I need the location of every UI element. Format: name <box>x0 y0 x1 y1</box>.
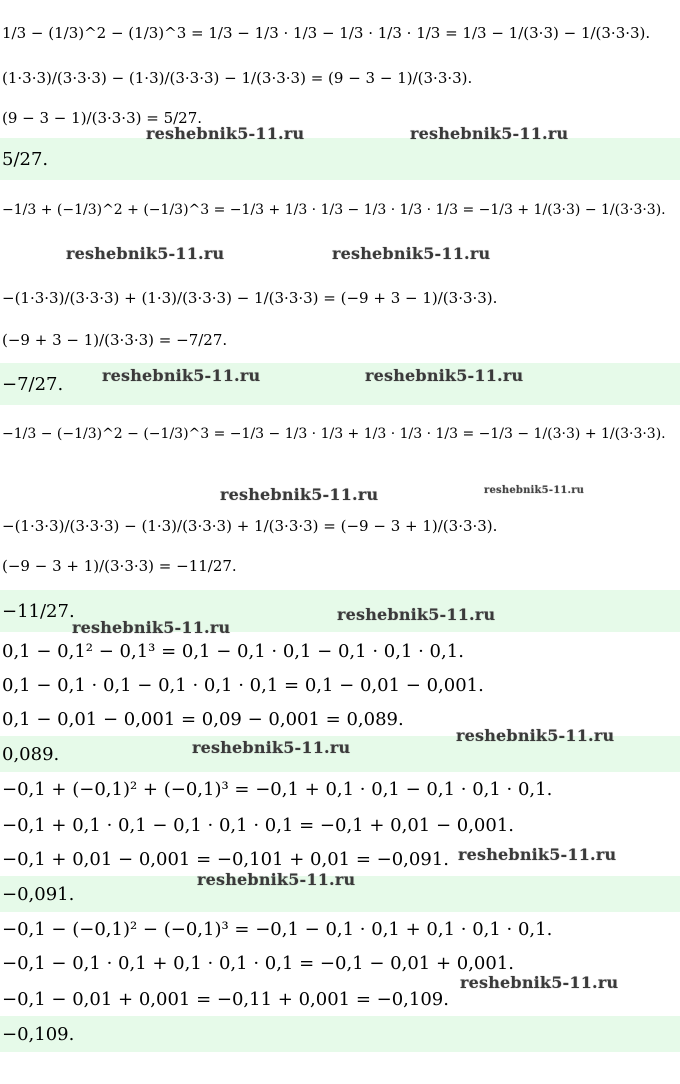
answer-a: 5/27. <box>2 148 49 170</box>
solution-line-e2: −0,1 + 0,1 · 0,1 − 0,1 · 0,1 · 0,1 = −0,1 + 0,01 − 0,001. <box>2 814 514 836</box>
watermark: reshebnik5-11.ru <box>460 973 619 992</box>
solution-line-f3: −0,1 − 0,01 + 0,001 = −0,11 + 0,001 = −0,109. <box>2 988 449 1010</box>
watermark: reshebnik5-11.ru <box>72 618 231 637</box>
solution-line-d2: 0,1 − 0,1 · 0,1 − 0,1 · 0,1 · 0,1 = 0,1 − 0,01 − 0,001. <box>2 674 484 696</box>
solution-line-c1: −1/3 − (−1/3)^2 − (−1/3)^3 = −1/3 − 1/3 · 1/3 + 1/3 · 1/3 · 1/3 = −1/3 − 1/(3·3) + 1/(3·3·3). <box>2 426 666 442</box>
answer-d: 0,089. <box>2 743 60 765</box>
watermark: reshebnik5-11.ru <box>456 726 615 745</box>
answer-f: −0,109. <box>2 1023 75 1045</box>
solution-line-c2: −(1·3·3)/(3·3·3) − (1·3)/(3·3·3) + 1/(3·3·3) = (−9 − 3 + 1)/(3·3·3). <box>2 517 498 535</box>
solution-line-e3: −0,1 + 0,01 − 0,001 = −0,101 + 0,01 = −0,091. <box>2 848 449 870</box>
watermark: reshebnik5-11.ru <box>220 485 379 504</box>
answer-e: −0,091. <box>2 883 75 905</box>
watermark: reshebnik5-11.ru <box>102 366 261 385</box>
solution-line-b1: −1/3 + (−1/3)^2 + (−1/3)^3 = −1/3 + 1/3 · 1/3 − 1/3 · 1/3 · 1/3 = −1/3 + 1/(3·3) − 1/(3·3·3). <box>2 202 666 218</box>
solution-line-d3: 0,1 − 0,01 − 0,001 = 0,09 − 0,001 = 0,089. <box>2 708 404 730</box>
solution-line-b3: (−9 + 3 − 1)/(3·3·3) = −7/27. <box>2 331 228 349</box>
answer-b: −7/27. <box>2 373 64 395</box>
watermark: reshebnik5-11.ru <box>337 605 496 624</box>
watermark: reshebnik5-11.ru <box>146 124 305 143</box>
watermark: reshebnik5-11.ru <box>192 738 351 757</box>
watermark: reshebnik5-11.ru <box>365 366 524 385</box>
watermark: reshebnik5-11.ru <box>197 870 356 889</box>
solution-line-c3: (−9 − 3 + 1)/(3·3·3) = −11/27. <box>2 557 237 575</box>
solution-line-f2: −0,1 − 0,1 · 0,1 + 0,1 · 0,1 · 0,1 = −0,1 − 0,01 + 0,001. <box>2 952 514 974</box>
answer-c: −11/27. <box>2 600 75 622</box>
solution-line-a1: 1/3 − (1/3)^2 − (1/3)^3 = 1/3 − 1/3 · 1/3 − 1/3 · 1/3 · 1/3 = 1/3 − 1/(3·3) − 1/(3·3·3). <box>2 24 651 42</box>
solution-line-f1: −0,1 − (−0,1)² − (−0,1)³ = −0,1 − 0,1 · 0,1 + 0,1 · 0,1 · 0,1. <box>2 918 553 940</box>
watermark: reshebnik5-11.ru <box>66 244 225 263</box>
solution-line-e1: −0,1 + (−0,1)² + (−0,1)³ = −0,1 + 0,1 · 0,1 − 0,1 · 0,1 · 0,1. <box>2 778 553 800</box>
watermark: reshebnik5-11.ru <box>484 485 585 496</box>
solution-line-d1: 0,1 − 0,1² − 0,1³ = 0,1 − 0,1 · 0,1 − 0,1 · 0,1 · 0,1. <box>2 640 464 662</box>
watermark: reshebnik5-11.ru <box>458 845 617 864</box>
solution-line-a2: (1·3·3)/(3·3·3) − (1·3)/(3·3·3) − 1/(3·3·3) = (9 − 3 − 1)/(3·3·3). <box>2 69 473 87</box>
watermark: reshebnik5-11.ru <box>410 124 569 143</box>
solution-line-a3: (9 − 3 − 1)/(3·3·3) = 5/27. <box>2 109 203 127</box>
watermark: reshebnik5-11.ru <box>332 244 491 263</box>
solution-line-b2: −(1·3·3)/(3·3·3) + (1·3)/(3·3·3) − 1/(3·3·3) = (−9 + 3 − 1)/(3·3·3). <box>2 289 498 307</box>
